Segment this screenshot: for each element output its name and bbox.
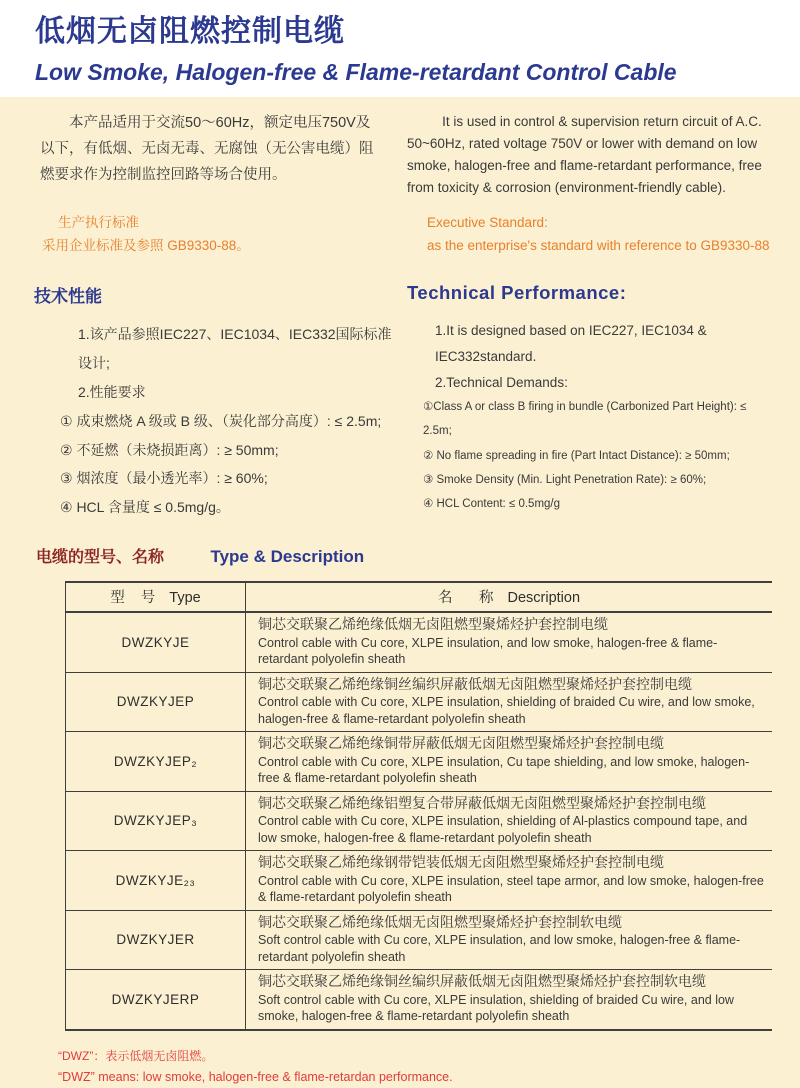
intro-paragraph-chinese: 本产品适用于交流50～60Hz，额定电压750V及以下，有低烟、无卤无毒、无腐蚀（无公害电缆）阻燃要求作为控制监控回路等场合使用。 [40,115,374,183]
type-section-title-chinese: 电缆的型号、名称 [36,549,165,567]
tech-cn-item: 2.性能要求 [78,383,146,400]
tech-cn-item: ① 成束燃烧 A 级或 B 级、（炭化部分高度）: ≤ 2.5m; [60,412,382,429]
tech-cn-item: 1.该产品参照IEC227、IEC1034、IEC332国际标准设计; [78,326,392,372]
page-body [0,111,800,1088]
page-title-chinese: 低烟无卤阻燃控制电缆 [35,15,345,48]
column-header-desc-en: Description [507,590,581,607]
cable-type-code: DWZKYJE₂₃ [66,851,246,911]
cable-description-en: Control cable with Cu core, XLPE insulation, shielding of braided Cu wire, and low smoke, halogen-free & flame-retardant polyolefin sheath [258,695,755,726]
technical-performance-chinese [28,282,393,522]
tech-cn-item: ② 不延燃（未烧损距离）: ≥ 50mm; [60,441,279,458]
column-header-desc-cn: 名 称 [437,590,500,607]
technical-heading-english: Technical Performance: [407,282,627,304]
cable-description-en: Control cable with Cu core, XLPE insulation, steel tape armor, and low smoke, halogen-free & flame-retardant polyolefin sheath [258,873,764,905]
cable-description-cn: 铜芯交联聚乙烯绝缘低烟无卤阻燃型聚烯烃护套控制电缆 [258,616,608,633]
cable-type-code: DWZKYJE [66,612,246,672]
table-row [66,791,773,851]
type-description-section-title [28,544,772,567]
tech-en-item: ④ HCL Content: ≤ 0.5mg/g [423,497,561,510]
table-header-row [66,582,773,612]
cable-description [246,732,773,792]
page-title-english: Low Smoke, Halogen-free & Flame-retardant Control Cable [35,59,677,85]
cable-description-cn: 铜芯交联聚乙烯绝缘铜丝编织屏蔽低烟无卤阻燃型聚烯烃护套控制软电缆 [258,973,706,990]
technical-list-english [407,318,772,516]
technical-performance-section [28,282,772,522]
technical-heading-chinese: 技术性能 [34,287,102,307]
cable-description-en: Control cable with Cu core, XLPE insulation, Cu tape shielding, and low smoke, halogen-free & flame-retardant polyolefin sheath [258,754,750,786]
executive-standard-section [28,212,772,258]
column-header-description [246,582,773,612]
column-header-type [66,582,246,612]
intro-paragraph-english: It is used in control & supervision return circuit of A.C. 50~60Hz, rated voltage 750V or lower with demand on low smoke, halogen-free and flame-retardant performance, free from toxicity & corrosion (environment-friendly cable). [407,114,762,195]
table-row [66,851,773,911]
cable-description-en: Control cable with Cu core, XLPE insulation, and low smoke, halogen-free & flame-retardant polyolefin sheath [258,635,718,667]
tech-en-item: 1.It is designed based on IEC227, IEC1034 & IEC332standard. [435,323,707,364]
executive-standard-en-line2: as the enterprise's standard with reference to GB9330-88 [427,238,770,254]
cable-description-en: Soft control cable with Cu core, XLPE insulation, shielding of braided Cu wire, and low smoke, halogen-free & flame-retardant polyolefin sheath [258,992,734,1024]
footnote-english: “DWZ” means: low smoke, halogen-free & flame-retardan performance. [58,1069,453,1084]
cable-description-cn: 铜芯交联聚乙烯绝缘低烟无卤阻燃型聚烯烃护套控制软电缆 [258,913,622,930]
cable-description [246,612,773,672]
executive-standard-chinese [28,212,383,258]
executive-standard-cn-line1: 生产执行标准 [58,215,139,231]
cable-description-cn: 铜芯交联聚乙烯绝缘铜带屏蔽低烟无卤阻燃型聚烯烃护套控制电缆 [258,735,664,752]
cable-type-code: DWZKYJEP₂ [66,732,246,792]
table-row [66,910,773,970]
executive-standard-cn-line2: 采用企业标准及参照 GB9330-88。 [42,238,250,254]
tech-en-item: ② No flame spreading in fire (Part Intact Distance): ≥ 50mm; [423,449,730,462]
cable-description-cn: 铜芯交联聚乙烯绝缘铜丝编织屏蔽低烟无卤阻燃型聚烯烃护套控制电缆 [258,675,692,692]
cable-type-code: DWZKYJERP [66,970,246,1030]
table-row [66,612,773,672]
tech-en-item: ③ Smoke Density (Min. Light Penetration Rate): ≥ 60%; [423,473,707,486]
technical-list-chinese [28,320,393,522]
cable-type-code: DWZKYJER [66,910,246,970]
cable-description-en: Control cable with Cu core, XLPE insulation, shielding of Al-plastics compound tape, and low smoke, halogen-free & flame-retardant polyolefin sheath [258,814,748,845]
cable-description-en: Soft control cable with Cu core, XLPE insulation, and low smoke, halogen-free & flame-retardant polyolefin sheath [258,933,741,964]
tech-en-item: 2.Technical Demands: [435,374,568,390]
type-section-title-english: Type & Description [210,547,365,567]
cable-description-cn: 铜芯交联聚乙烯绝缘钢带铠装低烟无卤阻燃型聚烯烃护套控制电缆 [258,854,664,871]
footnote-chinese: “DWZ”：表示低烟无卤阻燃。 [58,1048,214,1063]
executive-standard-english [407,212,772,258]
executive-standard-en-line1: Executive Standard: [427,215,548,231]
tech-en-item: ①Class A or class B firing in bundle (Carbonized Part Height): ≤ 2.5m; [423,401,747,438]
cable-description-cn: 铜芯交联聚乙烯绝缘铝塑复合带屏蔽低烟无卤阻燃型聚烯烃护套控制电缆 [258,794,706,811]
table-row [66,672,773,732]
cable-description [246,910,773,970]
cable-type-code: DWZKYJEP [66,672,246,732]
technical-performance-english [407,282,772,522]
table-row [66,970,773,1030]
column-header-type-cn: 型 号 [110,590,162,607]
table-row [66,732,773,792]
cable-description [246,851,773,911]
column-header-type-en: Type [169,590,201,607]
cable-description [246,970,773,1030]
footnotes [58,1046,772,1088]
intro-section [28,111,772,198]
cable-description [246,791,773,851]
page-header [0,0,800,97]
tech-cn-item: ④ HCL 含量度 ≤ 0.5mg/g。 [60,499,230,516]
cable-type-code: DWZKYJEP₃ [66,791,246,851]
tech-cn-item: ③ 烟浓度（最小透光率）: ≥ 60%; [60,470,268,487]
cable-description [246,672,773,732]
cable-type-table [65,581,772,1031]
